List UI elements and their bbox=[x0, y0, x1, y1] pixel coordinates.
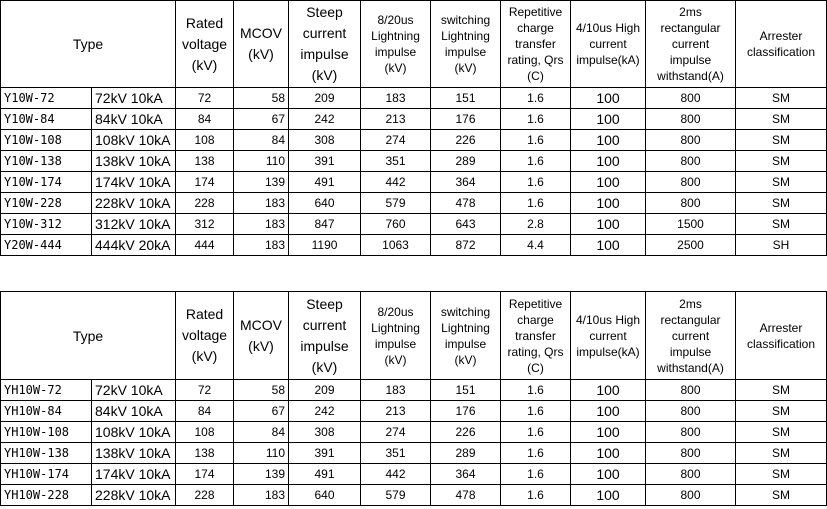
model-cell: Y10W-174 bbox=[1, 172, 92, 193]
mcov-header-line: (kV) bbox=[248, 337, 274, 354]
switching-cell: 643 bbox=[431, 214, 501, 235]
rated-voltage-cell: 72 bbox=[176, 380, 234, 401]
lightning-impulse-header-line: 8/20us bbox=[377, 13, 414, 27]
mcov-cell: 183 bbox=[234, 214, 289, 235]
switching-impulse-header-line: impulse bbox=[444, 45, 487, 59]
mcov-header bbox=[234, 292, 289, 380]
repetitive-charge-header-line: Repetitive bbox=[508, 5, 563, 19]
steep-current-header bbox=[289, 1, 361, 88]
repetitive-cell: 1.6 bbox=[501, 464, 571, 485]
rating-cell: 228kV 10kA bbox=[92, 485, 176, 506]
classification-cell: SM bbox=[736, 401, 827, 422]
high-current-impulse-header-line: current bbox=[589, 37, 627, 51]
high-current-cell: 100 bbox=[571, 151, 646, 172]
switching-impulse-header-line: impulse bbox=[444, 336, 487, 351]
classification-cell: SM bbox=[736, 422, 827, 443]
rated-voltage-header bbox=[176, 1, 234, 88]
table-row bbox=[1, 485, 827, 506]
repetitive-charge-header-line: charge bbox=[517, 21, 554, 35]
high-current-impulse-header-line: impulse(kA) bbox=[576, 344, 640, 359]
repetitive-charge-header-line: transfer bbox=[515, 37, 556, 51]
rated-voltage-header-line: (kV) bbox=[191, 56, 218, 73]
mcov-cell: 67 bbox=[234, 401, 289, 422]
steep-cell: 491 bbox=[289, 172, 361, 193]
switching-cell: 151 bbox=[431, 88, 501, 109]
model-cell: YH10W-108 bbox=[1, 422, 92, 443]
high-current-cell: 100 bbox=[571, 235, 646, 256]
rectangular-cell: 800 bbox=[646, 109, 736, 130]
model-cell: Y10W-72 bbox=[1, 88, 92, 109]
classification-cell: SM bbox=[736, 464, 827, 485]
high-current-cell: 100 bbox=[571, 130, 646, 151]
lightning-cell: 274 bbox=[361, 422, 431, 443]
steep-current-header-line: current bbox=[302, 25, 347, 41]
rated-voltage-cell: 84 bbox=[176, 109, 234, 130]
classification-cell: SM bbox=[736, 88, 827, 109]
model-cell: YH10W-84 bbox=[1, 401, 92, 422]
model-cell: YH10W-72 bbox=[1, 380, 92, 401]
switching-cell: 176 bbox=[431, 109, 501, 130]
rated-voltage-header bbox=[176, 292, 234, 380]
repetitive-cell: 1.6 bbox=[501, 109, 571, 130]
high-current-cell: 100 bbox=[571, 88, 646, 109]
switching-cell: 226 bbox=[431, 422, 501, 443]
repetitive-charge-header-line: rating, Qrs bbox=[507, 53, 564, 67]
repetitive-cell: 1.6 bbox=[501, 380, 571, 401]
mcov-header bbox=[234, 1, 289, 88]
repetitive-charge-header bbox=[501, 292, 571, 380]
classification-header-line: classification bbox=[747, 45, 816, 59]
rated-voltage-cell: 138 bbox=[176, 443, 234, 464]
rectangular-cell: 800 bbox=[646, 88, 736, 109]
rectangular-current-header-line: rectangular bbox=[660, 312, 721, 327]
lightning-cell: 1063 bbox=[361, 235, 431, 256]
switching-impulse-header bbox=[431, 292, 501, 380]
lightning-cell: 213 bbox=[361, 109, 431, 130]
high-current-impulse-header bbox=[571, 1, 646, 88]
lightning-impulse-header-line: impulse bbox=[374, 45, 417, 59]
model-cell: Y10W-138 bbox=[1, 151, 92, 172]
rectangular-current-header-line: rectangular bbox=[660, 21, 721, 35]
switching-cell: 364 bbox=[431, 172, 501, 193]
high-current-impulse-header-line: impulse(kA) bbox=[576, 53, 640, 67]
steep-cell: 640 bbox=[289, 485, 361, 506]
rectangular-cell: 800 bbox=[646, 443, 736, 464]
table-row bbox=[1, 172, 827, 193]
switching-cell: 176 bbox=[431, 401, 501, 422]
rating-cell: 444kV 20kA bbox=[92, 235, 176, 256]
mcov-cell: 84 bbox=[234, 130, 289, 151]
high-current-cell: 100 bbox=[571, 109, 646, 130]
model-cell: YH10W-138 bbox=[1, 443, 92, 464]
rectangular-current-header-line: impulse bbox=[669, 53, 712, 67]
steep-current-header-line: impulse bbox=[300, 46, 349, 62]
lightning-cell: 183 bbox=[361, 88, 431, 109]
high-current-impulse-header-line: 4/10us High bbox=[575, 312, 641, 327]
table-row bbox=[1, 464, 827, 485]
classification-cell: SM bbox=[736, 151, 827, 172]
rectangular-cell: 800 bbox=[646, 380, 736, 401]
switching-impulse-header-line: switching bbox=[440, 13, 491, 27]
mcov-header-line: MCOV bbox=[240, 316, 283, 333]
high-current-cell: 100 bbox=[571, 422, 646, 443]
repetitive-cell: 1.6 bbox=[501, 422, 571, 443]
high-current-cell: 100 bbox=[571, 485, 646, 506]
header-row bbox=[1, 1, 827, 88]
steep-current-header-line: (kV) bbox=[311, 67, 338, 83]
rating-cell: 108kV 10kA bbox=[92, 422, 176, 443]
switching-cell: 226 bbox=[431, 130, 501, 151]
rated-voltage-header-line: Rated bbox=[185, 14, 224, 31]
classification-cell: SH bbox=[736, 235, 827, 256]
classification-cell: SM bbox=[736, 193, 827, 214]
switching-cell: 478 bbox=[431, 485, 501, 506]
classification-cell: SM bbox=[736, 214, 827, 235]
rating-cell: 72kV 10kA bbox=[92, 88, 176, 109]
steep-cell: 209 bbox=[289, 380, 361, 401]
high-current-cell: 100 bbox=[571, 380, 646, 401]
repetitive-charge-header-line: transfer bbox=[515, 328, 556, 343]
rating-cell: 108kV 10kA bbox=[92, 130, 176, 151]
lightning-cell: 183 bbox=[361, 380, 431, 401]
mcov-header-line: MCOV bbox=[240, 25, 283, 41]
steep-current-header-line: Steep bbox=[306, 295, 343, 312]
classification-cell: SM bbox=[736, 380, 827, 401]
rated-voltage-header-line: voltage bbox=[181, 35, 228, 52]
repetitive-charge-header-line: Repetitive bbox=[508, 296, 563, 311]
classification-cell: SM bbox=[736, 130, 827, 151]
header-row bbox=[1, 292, 827, 380]
repetitive-cell: 1.6 bbox=[501, 130, 571, 151]
rating-cell: 174kV 10kA bbox=[92, 464, 176, 485]
steep-cell: 1190 bbox=[289, 235, 361, 256]
mcov-cell: 84 bbox=[234, 422, 289, 443]
model-cell: Y10W-228 bbox=[1, 193, 92, 214]
classification-header-line: Arrester bbox=[759, 29, 803, 43]
switching-impulse-header-line: switching bbox=[440, 304, 491, 319]
lightning-impulse-header-line: (kV) bbox=[384, 61, 407, 75]
rating-cell: 84kV 10kA bbox=[92, 401, 176, 422]
mcov-cell: 110 bbox=[234, 443, 289, 464]
repetitive-cell: 2.8 bbox=[501, 214, 571, 235]
repetitive-charge-header bbox=[501, 1, 571, 88]
table-row bbox=[1, 401, 827, 422]
rated-voltage-cell: 174 bbox=[176, 172, 234, 193]
type-header bbox=[1, 292, 176, 380]
rectangular-current-header-line: impulse bbox=[669, 344, 712, 359]
mcov-cell: 110 bbox=[234, 151, 289, 172]
table-row bbox=[1, 235, 827, 256]
table-row bbox=[1, 422, 827, 443]
lightning-cell: 579 bbox=[361, 485, 431, 506]
classification-header-line: Arrester bbox=[759, 320, 803, 335]
rectangular-cell: 800 bbox=[646, 464, 736, 485]
rectangular-current-header bbox=[646, 1, 736, 88]
rated-voltage-cell: 312 bbox=[176, 214, 234, 235]
table-row bbox=[1, 130, 827, 151]
steep-cell: 847 bbox=[289, 214, 361, 235]
high-current-impulse-header-line: 4/10us High bbox=[575, 21, 641, 35]
mcov-cell: 183 bbox=[234, 235, 289, 256]
steep-cell: 242 bbox=[289, 401, 361, 422]
lightning-impulse-header bbox=[361, 1, 431, 88]
classification-cell: SM bbox=[736, 172, 827, 193]
rectangular-cell: 800 bbox=[646, 151, 736, 172]
steep-current-header-line: current bbox=[302, 316, 347, 333]
rating-cell: 84kV 10kA bbox=[92, 109, 176, 130]
model-cell: Y10W-312 bbox=[1, 214, 92, 235]
high-current-impulse-header-line: current bbox=[589, 328, 627, 343]
table-row bbox=[1, 193, 827, 214]
rectangular-cell: 800 bbox=[646, 193, 736, 214]
rectangular-cell: 800 bbox=[646, 401, 736, 422]
lightning-cell: 579 bbox=[361, 193, 431, 214]
switching-impulse-header bbox=[431, 1, 501, 88]
lightning-impulse-header-line: Lightning bbox=[371, 29, 420, 43]
switching-cell: 151 bbox=[431, 380, 501, 401]
repetitive-charge-header-line: rating, Qrs bbox=[507, 344, 564, 359]
rectangular-cell: 1500 bbox=[646, 214, 736, 235]
classification-cell: SM bbox=[736, 485, 827, 506]
steep-current-header bbox=[289, 292, 361, 380]
rated-voltage-header-line: (kV) bbox=[191, 348, 218, 364]
rectangular-current-header-line: 2ms bbox=[679, 5, 702, 19]
repetitive-cell: 1.6 bbox=[501, 401, 571, 422]
lightning-impulse-header-line: impulse bbox=[374, 336, 417, 351]
repetitive-cell: 1.6 bbox=[501, 193, 571, 214]
repetitive-cell: 1.6 bbox=[501, 88, 571, 109]
rectangular-cell: 2500 bbox=[646, 235, 736, 256]
high-current-impulse-header bbox=[571, 292, 646, 380]
rectangular-current-header-line: withstand(A) bbox=[657, 69, 724, 83]
repetitive-cell: 4.4 bbox=[501, 235, 571, 256]
steep-cell: 209 bbox=[289, 88, 361, 109]
high-current-cell: 100 bbox=[571, 443, 646, 464]
model-cell: YH10W-228 bbox=[1, 485, 92, 506]
steep-current-header-line: impulse bbox=[300, 337, 349, 354]
rating-cell: 138kV 10kA bbox=[92, 151, 176, 172]
rating-cell: 174kV 10kA bbox=[92, 172, 176, 193]
switching-cell: 289 bbox=[431, 151, 501, 172]
type-header-label: Type bbox=[72, 327, 104, 344]
lightning-cell: 442 bbox=[361, 464, 431, 485]
repetitive-cell: 1.6 bbox=[501, 485, 571, 506]
high-current-cell: 100 bbox=[571, 193, 646, 214]
steep-cell: 391 bbox=[289, 443, 361, 464]
classification-cell: SM bbox=[736, 443, 827, 464]
lightning-cell: 351 bbox=[361, 151, 431, 172]
steep-cell: 308 bbox=[289, 130, 361, 151]
table-row bbox=[1, 88, 827, 109]
type-header bbox=[1, 1, 176, 88]
steep-cell: 640 bbox=[289, 193, 361, 214]
rectangular-current-header bbox=[646, 292, 736, 380]
rated-voltage-cell: 108 bbox=[176, 130, 234, 151]
mcov-cell: 67 bbox=[234, 109, 289, 130]
mcov-cell: 58 bbox=[234, 88, 289, 109]
mcov-cell: 139 bbox=[234, 172, 289, 193]
rated-voltage-cell: 108 bbox=[176, 422, 234, 443]
high-current-cell: 100 bbox=[571, 464, 646, 485]
type-header-label: Type bbox=[72, 36, 104, 52]
rectangular-current-header-line: current bbox=[671, 328, 710, 343]
rating-cell: 312kV 10kA bbox=[92, 214, 176, 235]
high-current-cell: 100 bbox=[571, 214, 646, 235]
steep-cell: 391 bbox=[289, 151, 361, 172]
repetitive-charge-header-line: (C) bbox=[527, 69, 544, 83]
switching-impulse-header-line: Lightning bbox=[441, 29, 490, 43]
steep-cell: 242 bbox=[289, 109, 361, 130]
rated-voltage-header-line: voltage bbox=[181, 327, 228, 343]
repetitive-cell: 1.6 bbox=[501, 151, 571, 172]
model-cell: Y10W-84 bbox=[1, 109, 92, 130]
arrester-spec-table-yh10w bbox=[0, 291, 827, 506]
switching-impulse-header-line: (kV) bbox=[454, 352, 477, 367]
rated-voltage-cell: 84 bbox=[176, 401, 234, 422]
high-current-cell: 100 bbox=[571, 172, 646, 193]
repetitive-charge-header-line: charge bbox=[517, 312, 554, 327]
rectangular-current-header-line: withstand(A) bbox=[657, 360, 724, 375]
mcov-cell: 58 bbox=[234, 380, 289, 401]
table-row bbox=[1, 380, 827, 401]
mcov-cell: 183 bbox=[234, 193, 289, 214]
rated-voltage-cell: 138 bbox=[176, 151, 234, 172]
switching-cell: 478 bbox=[431, 193, 501, 214]
repetitive-cell: 1.6 bbox=[501, 172, 571, 193]
classification-header bbox=[736, 292, 827, 380]
lightning-impulse-header-line: 8/20us bbox=[377, 304, 414, 319]
lightning-impulse-header-line: (kV) bbox=[384, 352, 407, 367]
model-cell: Y10W-108 bbox=[1, 130, 92, 151]
model-cell: YH10W-174 bbox=[1, 464, 92, 485]
classification-cell: SM bbox=[736, 109, 827, 130]
rated-voltage-cell: 444 bbox=[176, 235, 234, 256]
lightning-cell: 760 bbox=[361, 214, 431, 235]
rating-cell: 72kV 10kA bbox=[92, 380, 176, 401]
table-row bbox=[1, 151, 827, 172]
rating-cell: 228kV 10kA bbox=[92, 193, 176, 214]
rectangular-cell: 800 bbox=[646, 130, 736, 151]
rating-cell: 138kV 10kA bbox=[92, 443, 176, 464]
switching-cell: 872 bbox=[431, 235, 501, 256]
lightning-impulse-header-line: Lightning bbox=[371, 320, 420, 335]
table-row bbox=[1, 214, 827, 235]
rated-voltage-cell: 228 bbox=[176, 485, 234, 506]
lightning-cell: 351 bbox=[361, 443, 431, 464]
rectangular-cell: 800 bbox=[646, 172, 736, 193]
steep-current-header-line: (kV) bbox=[311, 358, 338, 375]
rated-voltage-header-line: Rated bbox=[185, 306, 224, 322]
steep-cell: 491 bbox=[289, 464, 361, 485]
steep-current-header-line: Steep bbox=[306, 4, 343, 20]
table-row bbox=[1, 109, 827, 130]
rectangular-cell: 800 bbox=[646, 422, 736, 443]
switching-impulse-header-line: (kV) bbox=[454, 61, 477, 75]
steep-cell: 308 bbox=[289, 422, 361, 443]
rectangular-cell: 800 bbox=[646, 485, 736, 506]
switching-cell: 364 bbox=[431, 464, 501, 485]
rectangular-current-header-line: current bbox=[671, 37, 710, 51]
lightning-cell: 274 bbox=[361, 130, 431, 151]
switching-cell: 289 bbox=[431, 443, 501, 464]
switching-impulse-header-line: Lightning bbox=[441, 320, 490, 335]
repetitive-cell: 1.6 bbox=[501, 443, 571, 464]
lightning-cell: 442 bbox=[361, 172, 431, 193]
mcov-cell: 183 bbox=[234, 485, 289, 506]
high-current-cell: 100 bbox=[571, 401, 646, 422]
rectangular-current-header-line: 2ms bbox=[679, 296, 702, 311]
rated-voltage-cell: 228 bbox=[176, 193, 234, 214]
mcov-cell: 139 bbox=[234, 464, 289, 485]
model-cell: Y20W-444 bbox=[1, 235, 92, 256]
table-row bbox=[1, 443, 827, 464]
repetitive-charge-header-line: (C) bbox=[527, 360, 544, 375]
classification-header bbox=[736, 1, 827, 88]
rated-voltage-cell: 174 bbox=[176, 464, 234, 485]
lightning-cell: 213 bbox=[361, 401, 431, 422]
lightning-impulse-header bbox=[361, 292, 431, 380]
rated-voltage-cell: 72 bbox=[176, 88, 234, 109]
mcov-header-line: (kV) bbox=[248, 46, 274, 62]
classification-header-line: classification bbox=[747, 336, 816, 351]
